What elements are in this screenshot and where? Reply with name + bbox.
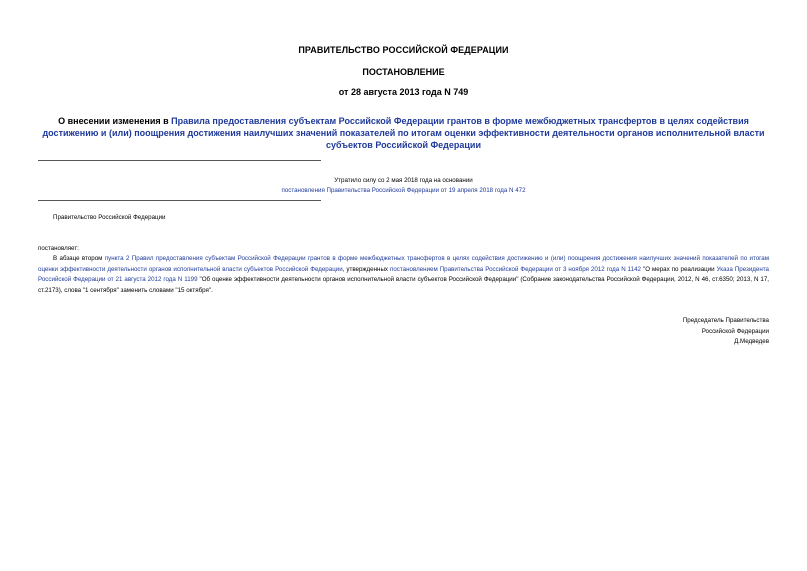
- decree-1199-link[interactable]: Указа Президента Российской Федерации от 21 августа 2012 года N 1199: [38, 265, 769, 283]
- para-mid3: "Об оценке эффективности деятельности органов исполнительной власти субъектов Российской Федерации": [197, 276, 519, 283]
- document-title: [38, 115, 769, 151]
- para-mid1: , утвержденных: [342, 265, 390, 273]
- status-note-line2: [38, 186, 769, 196]
- resolves-text: постановляет:: [38, 245, 79, 252]
- signature-position-line1: Председатель Правительства: [682, 317, 769, 324]
- issuer-heading: ПРАВИТЕЛЬСТВО РОССИЙСКОЙ ФЕДЕРАЦИИ: [298, 45, 509, 55]
- signature-name: Д.Медведев: [734, 338, 769, 345]
- issuer-text: Правительство Российской Федерации: [53, 214, 166, 221]
- main-paragraph: [38, 254, 769, 296]
- para-mid2: "О мерах по реализации: [640, 265, 717, 273]
- para-start: В абзаце втором: [53, 255, 105, 262]
- divider-bottom: [38, 200, 321, 201]
- document-type-heading: ПОСТАНОВЛЕНИЕ: [362, 67, 445, 77]
- para-end: (Собрание законодательства Российской Федерации, 2012, N 46, ст.6350; 2013, N 17, ст.2173), слова "1 сентября" заменить словами "15 октября".: [38, 276, 770, 294]
- rules-clause-link[interactable]: пункта 2 Правил предоставления субъектам Российской Федерации грантов в форме межбюджетных трансфертов в целях содействия достижению и (или) поощрения достижения наилучших значений показателей по итогам оценки эффективности деятельности органов исполнительной власти субъектов Российской Федерации: [38, 255, 769, 273]
- signature-position-line2: Российской Федерации: [701, 328, 769, 335]
- document-date-number: от 28 августа 2013 года N 749: [338, 87, 469, 97]
- title-rules-link[interactable]: Правила предоставления субъектам Российской Федерации грантов в форме межбюджетных трансфертов в целях содействия достижению и (или) поощрения достижения наилучших значений показателей по итогам оценки эффективности деятельности органов исполнительной власти субъектов Российской Федерации: [42, 116, 765, 150]
- repeal-decree-link[interactable]: постановления Правительства Российской Федерации от 19 апреля 2018 года N 472: [281, 187, 526, 194]
- status-note-text: Утратило силу со 2 мая 2018 года на основании: [334, 177, 473, 184]
- decree-1142-link[interactable]: постановлением Правительства Российской Федерации от 3 ноября 2012 года N 1142: [390, 265, 641, 273]
- title-prefix: О внесении изменения в: [58, 116, 172, 126]
- divider-top: [38, 160, 321, 161]
